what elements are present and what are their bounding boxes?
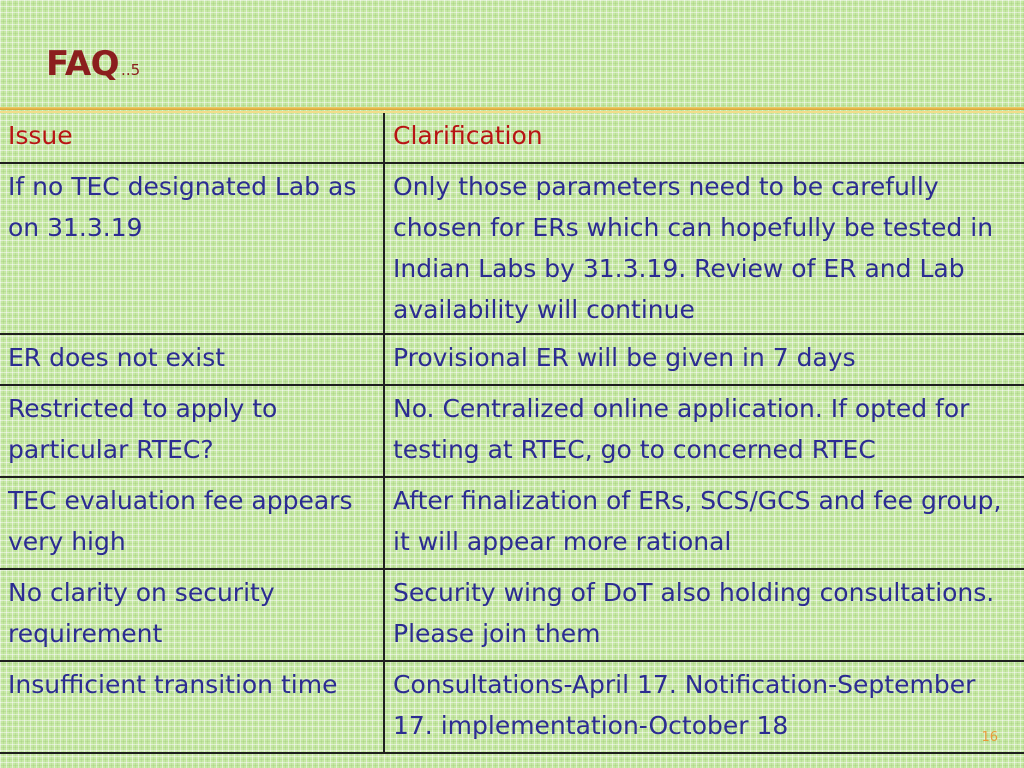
issue-cell: ER does not exist <box>0 334 384 385</box>
clarification-cell: Consultations-April 17. Notification-September 17. implementation-October 18 <box>384 661 1024 753</box>
clarification-cell: Security wing of DoT also holding consultations. Please join them <box>384 569 1024 661</box>
clarification-cell: Only those parameters need to be carefully chosen for ERs which can hopefully be tested in Indian Labs by 31.3.19. Review of ER and Lab availability will continue <box>384 163 1024 334</box>
title-divider <box>0 107 1024 110</box>
table-row <box>0 385 1024 477</box>
issue-cell: TEC evaluation fee appears very high <box>0 477 384 569</box>
header-clarification: Clarification <box>384 113 1024 163</box>
table-row <box>0 569 1024 661</box>
table-header-row <box>0 113 1024 163</box>
faq-table <box>0 113 1024 754</box>
table-row <box>0 661 1024 753</box>
table-row <box>0 477 1024 569</box>
table-row <box>0 163 1024 334</box>
slide-title-suffix: ..5 <box>121 61 141 79</box>
header-issue: Issue <box>0 113 384 163</box>
issue-cell: No clarity on security requirement <box>0 569 384 661</box>
issue-cell: If no TEC designated Lab as on 31.3.19 <box>0 163 384 334</box>
slide-title-text: FAQ <box>46 44 120 84</box>
issue-cell: Restricted to apply to particular RTEC? <box>0 385 384 477</box>
slide-title <box>46 44 140 90</box>
table-row <box>0 334 1024 385</box>
issue-cell: Insufficient transition time <box>0 661 384 753</box>
clarification-cell: After finalization of ERs, SCS/GCS and fee group, it will appear more rational <box>384 477 1024 569</box>
clarification-cell: Provisional ER will be given in 7 days <box>384 334 1024 385</box>
page-number: 16 <box>981 730 998 745</box>
clarification-cell: No. Centralized online application. If opted for testing at RTEC, go to concerned RTEC <box>384 385 1024 477</box>
